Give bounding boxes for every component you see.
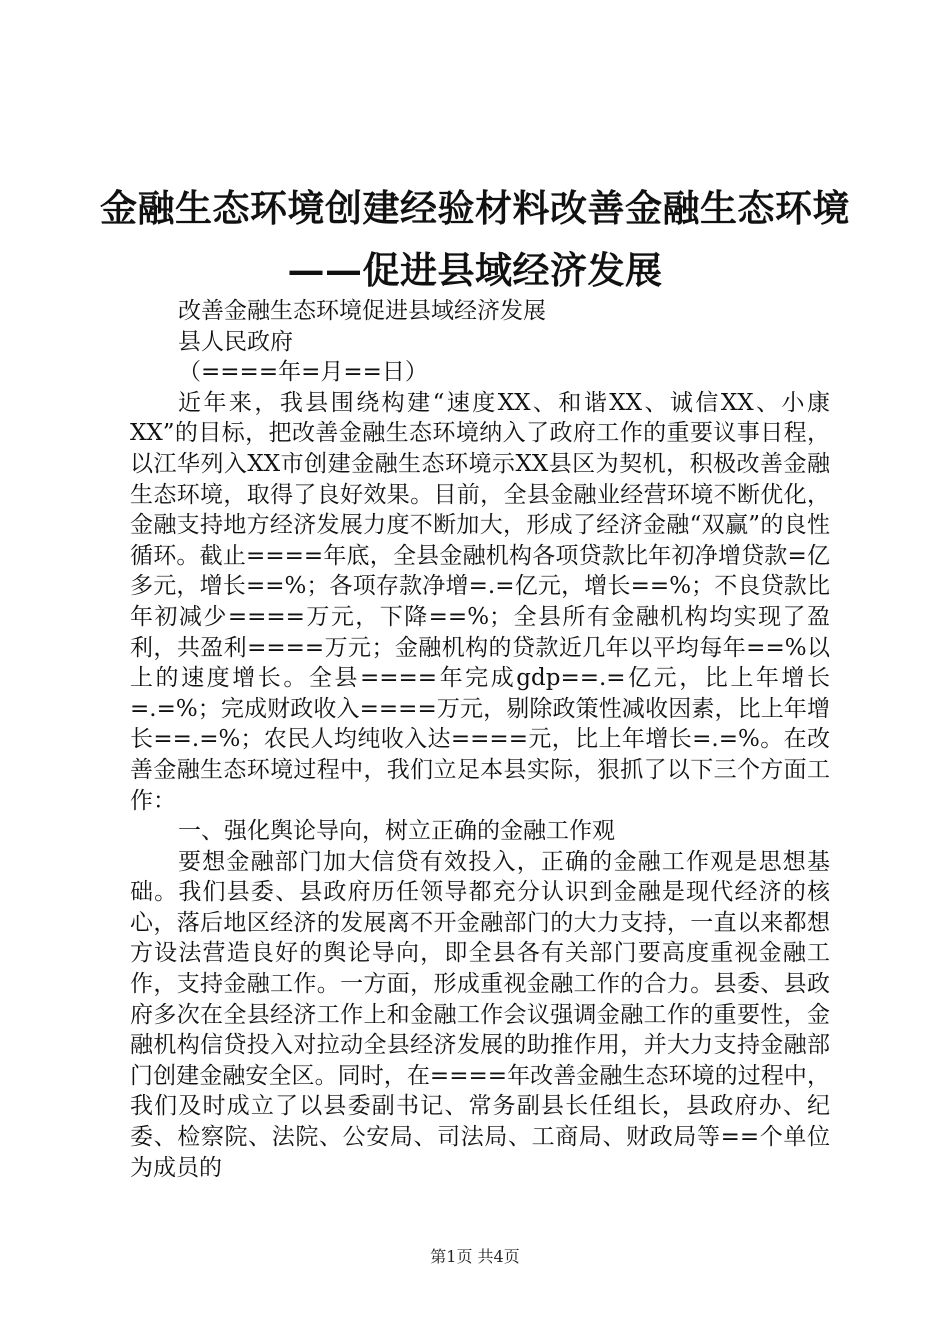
document-author: 县人民政府: [178, 328, 293, 355]
document-title-line-2: ——促进县域经济发展: [287, 248, 663, 292]
section-heading-1: 一、强化舆论导向，树立正确的金融工作观: [178, 818, 615, 845]
paragraph-section-1: 要想金融部门加大信贷有效投入，正确的金融工作观是思想基础。我们县委、县政府历任领导都充分认识到金融是现代经济的核心，落后地区经济的发展离不开金融部门的大力支持，一直以来都想方设法营造良好的舆论导向，即全县各有关部门要高度重视金融工作，支持金融工作。一方面，形成重视金融工作的合力。县委、县政府多次在全县经济工作上和金融工作会议强调金融工作的重要性，金融机构信贷投入对拉动全县经济发展的助推作用，并大力支持金融部门创建金融安全区。同时，在====年改善金融生态环境的过程中，我们及时成立了以县委副书记、常务副县长任组长，县政府办、纪委、检察院、法院、公安局、司法局、工商局、财政局等==个单位为成员的: [130, 848, 830, 1181]
document-subtitle: 改善金融生态环境促进县域经济发展: [178, 298, 546, 324]
document-title-line-1: 金融生态环境创建经验材料改善金融生态环境: [100, 186, 850, 230]
paragraph-intro: 近年来，我县围绕构建“速度XX、和谐XX、诚信XX、小康XX”的目标，把改善金融生态环境纳入了政府工作的重要议事日程，以江华列入XX市创建金融生态环境示XX县区为契机，积极改善金融生态环境，取得了良好效果。目前，全县金融业经营环境不断优化，金融支持地方经济发展力度不断加大，形成了经济金融“双赢”的良性循环。截止====年底，全县金融机构各项贷款比年初净增贷款=亿多元，增长==%；各项存款净增=.=亿元，增长==%；不良贷款比年初减少====万元，下降==%；全县所有金融机构均实现了盈利，共盈利====万元；金融机构的贷款近几年以平均每年==%以上的速度增长。全县====年完成gdp==.=亿元，比上年增长=.=%；完成财政收入====万元，剔除政策性减收因素，比上年增长==.=%；农民人均纯收入达====元，比上年增长=.=%。在改善金融生态环境过程中，我们立足本县实际，狠抓了以下三个方面工作：: [130, 389, 830, 814]
document-body: [130, 296, 830, 1183]
document-date: （====年=月==日）: [178, 359, 428, 386]
page-footer: 第1页 共4页: [430, 1247, 520, 1266]
